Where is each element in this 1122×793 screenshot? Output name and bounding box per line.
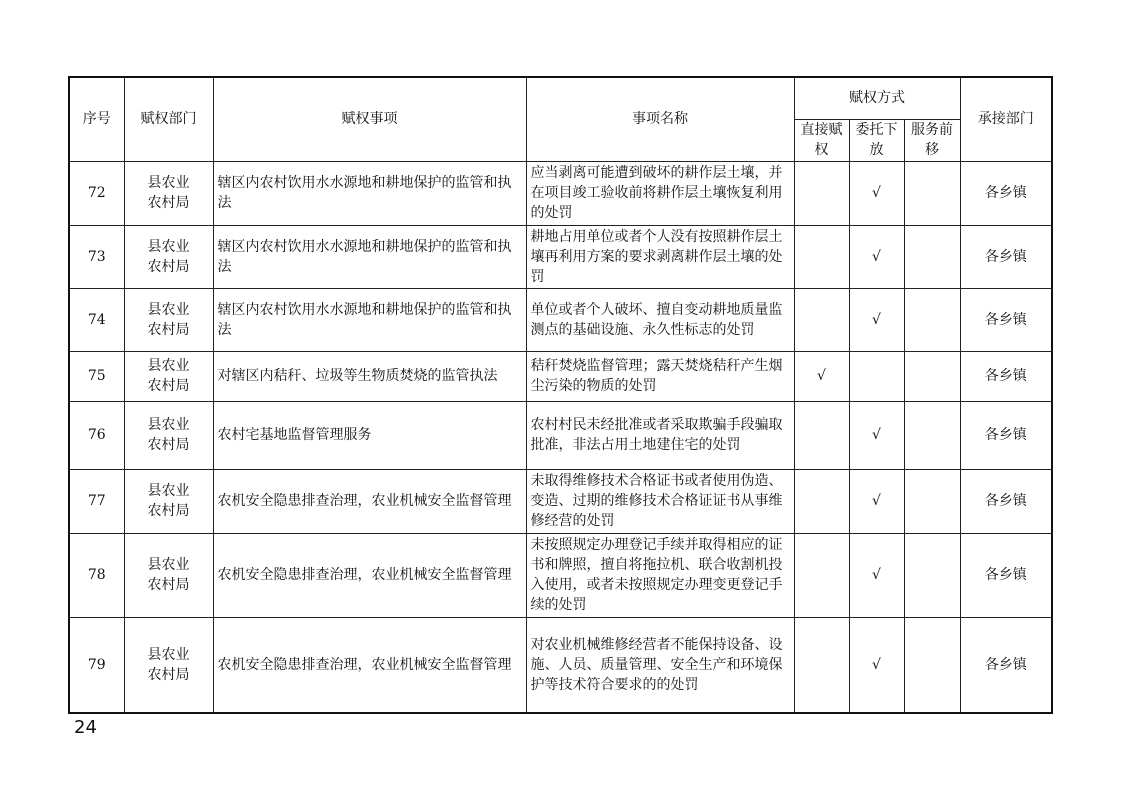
table-row [69, 533, 1052, 617]
row-service [904, 533, 960, 617]
row-entrust: √ [849, 225, 904, 288]
row-undertake: 各乡镇 [960, 161, 1052, 225]
row-entrust [849, 351, 904, 401]
row-direct [794, 288, 849, 351]
row-dept: 县农业农村局 [124, 469, 213, 533]
row-name: 秸秆焚烧监督管理；露天焚烧秸秆产生烟尘污染的物质的处罚 [526, 351, 794, 401]
row-undertake: 各乡镇 [960, 401, 1052, 469]
row-entrust: √ [849, 617, 904, 713]
row-entrust: √ [849, 533, 904, 617]
row-name: 耕地占用单位或者个人没有按照耕作层土壤再利用方案的要求剥离耕作层土壤的处罚 [526, 225, 794, 288]
row-name: 单位或者个人破坏、擅自变动耕地质量监测点的基础设施、永久性标志的处罚 [526, 288, 794, 351]
table-row [69, 288, 1052, 351]
header-service: 服务前移 [904, 119, 960, 161]
row-index: 74 [69, 288, 124, 351]
authorization-table [68, 76, 1053, 714]
header-matter: 赋权事项 [213, 77, 526, 161]
table-row [69, 617, 1052, 713]
table-row [69, 469, 1052, 533]
row-service [904, 469, 960, 533]
row-service [904, 225, 960, 288]
row-index: 75 [69, 351, 124, 401]
table-row [69, 225, 1052, 288]
row-direct [794, 533, 849, 617]
row-undertake: 各乡镇 [960, 469, 1052, 533]
row-undertake: 各乡镇 [960, 225, 1052, 288]
header-dept: 赋权部门 [124, 77, 213, 161]
row-dept: 县农业农村局 [124, 617, 213, 713]
row-undertake: 各乡镇 [960, 617, 1052, 713]
header-entrust: 委托下放 [849, 119, 904, 161]
row-index: 79 [69, 617, 124, 713]
row-direct [794, 617, 849, 713]
row-index: 72 [69, 161, 124, 225]
row-dept: 县农业农村局 [124, 351, 213, 401]
row-dept: 县农业农村局 [124, 533, 213, 617]
row-undertake: 各乡镇 [960, 351, 1052, 401]
row-direct [794, 401, 849, 469]
row-index: 73 [69, 225, 124, 288]
row-entrust: √ [849, 401, 904, 469]
row-service [904, 401, 960, 469]
row-name: 未取得维修技术合格证书或者使用伪造、变造、过期的维修技术合格证证书从事维修经营的处罚 [526, 469, 794, 533]
row-dept: 县农业农村局 [124, 161, 213, 225]
row-matter: 农机安全隐患排查治理，农业机械安全监督管理 [213, 617, 526, 713]
row-matter: 辖区内农村饮用水水源地和耕地保护的监管和执法 [213, 288, 526, 351]
row-index: 77 [69, 469, 124, 533]
row-name: 应当剥离可能遭到破坏的耕作层土壤，并在项目竣工验收前将耕作层土壤恢复利用的处罚 [526, 161, 794, 225]
table-row [69, 161, 1052, 225]
row-matter: 辖区内农村饮用水水源地和耕地保护的监管和执法 [213, 161, 526, 225]
table-row [69, 351, 1052, 401]
row-undertake: 各乡镇 [960, 533, 1052, 617]
row-matter: 农机安全隐患排查治理，农业机械安全监督管理 [213, 533, 526, 617]
row-direct: √ [794, 351, 849, 401]
row-dept: 县农业农村局 [124, 401, 213, 469]
row-index: 76 [69, 401, 124, 469]
row-dept: 县农业农村局 [124, 288, 213, 351]
row-entrust: √ [849, 161, 904, 225]
row-entrust: √ [849, 469, 904, 533]
row-service [904, 161, 960, 225]
row-direct [794, 225, 849, 288]
row-name: 农村村民未经批准或者采取欺骗手段骗取批准，非法占用土地建住宅的处罚 [526, 401, 794, 469]
row-direct [794, 469, 849, 533]
header-undertake: 承接部门 [960, 77, 1052, 161]
row-undertake: 各乡镇 [960, 288, 1052, 351]
row-service [904, 288, 960, 351]
header-index: 序号 [69, 77, 124, 161]
row-name: 未按照规定办理登记手续并取得相应的证书和牌照，擅自将拖拉机、联合收割机投入使用，或者未按照规定办理变更登记手续的处罚 [526, 533, 794, 617]
row-matter: 辖区内农村饮用水水源地和耕地保护的监管和执法 [213, 225, 526, 288]
table-row [69, 401, 1052, 469]
row-service [904, 351, 960, 401]
row-entrust: √ [849, 288, 904, 351]
row-direct [794, 161, 849, 225]
row-dept: 县农业农村局 [124, 225, 213, 288]
header-name: 事项名称 [526, 77, 794, 161]
row-matter: 农机安全隐患排查治理，农业机械安全监督管理 [213, 469, 526, 533]
row-service [904, 617, 960, 713]
header-direct: 直接赋权 [794, 119, 849, 161]
header-method: 赋权方式 [794, 77, 960, 119]
page-number: 24 [74, 717, 97, 738]
row-index: 78 [69, 533, 124, 617]
row-name: 对农业机械维修经营者不能保持设备、设施、人员、质量管理、安全生产和环境保护等技术符合要求的的处罚 [526, 617, 794, 713]
row-matter: 对辖区内秸秆、垃圾等生物质焚烧的监管执法 [213, 351, 526, 401]
row-matter: 农村宅基地监督管理服务 [213, 401, 526, 469]
